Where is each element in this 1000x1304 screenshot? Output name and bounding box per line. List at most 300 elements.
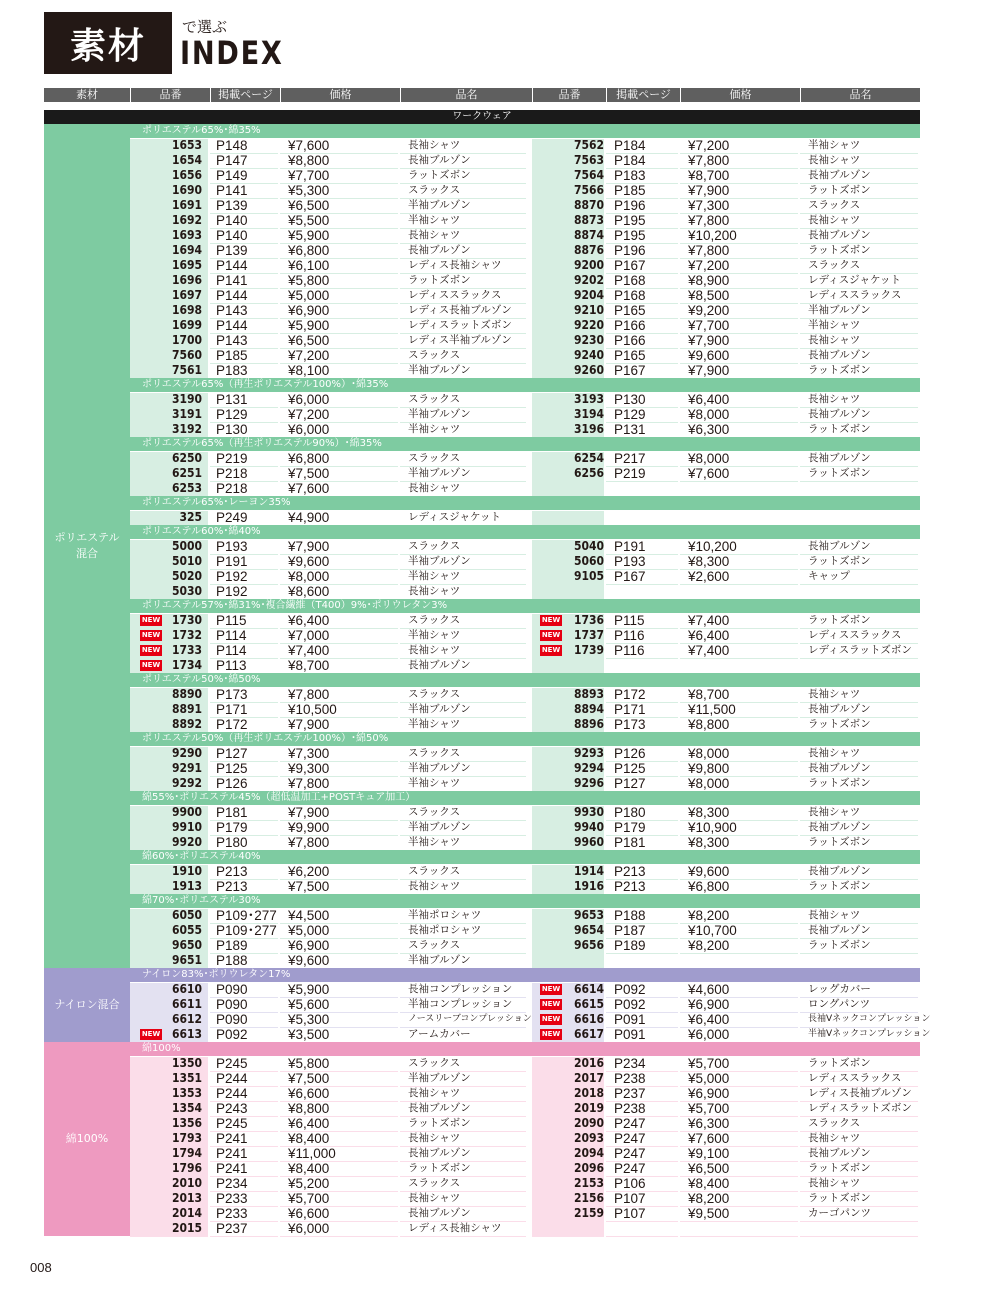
price: ¥5,600 bbox=[288, 997, 330, 1012]
product-number: 1354 bbox=[171, 1101, 202, 1115]
material-index-table bbox=[44, 88, 931, 1236]
product-number: 1910 bbox=[171, 864, 202, 878]
product-name: 半袖シャツ bbox=[808, 319, 861, 331]
catalog-page: P181 bbox=[614, 835, 646, 850]
product-name: 長袖シャツ bbox=[408, 482, 461, 494]
product-number: 1353 bbox=[171, 1086, 202, 1100]
new-badge: NEW bbox=[141, 1030, 161, 1038]
catalog-page: P181 bbox=[216, 805, 248, 820]
material-category-label: ナイロン混合 bbox=[44, 968, 130, 1042]
product-number: 6251 bbox=[171, 466, 202, 480]
product-number: 9240 bbox=[573, 348, 604, 362]
catalog-page: P130 bbox=[614, 392, 646, 407]
product-number: 6055 bbox=[171, 923, 202, 937]
product-name: 長袖シャツ bbox=[808, 154, 861, 166]
cell-background bbox=[606, 659, 678, 674]
product-name: ラットズボン bbox=[408, 1162, 471, 1174]
catalog-page: P171 bbox=[216, 702, 248, 717]
catalog-page: P185 bbox=[216, 348, 248, 363]
product-number: 2090 bbox=[573, 1116, 604, 1130]
product-number: 6617 bbox=[573, 1027, 604, 1041]
product-number: 1696 bbox=[171, 273, 202, 287]
price: ¥10,200 bbox=[688, 539, 737, 554]
table-row bbox=[130, 1027, 931, 1042]
product-number: 1700 bbox=[171, 333, 202, 347]
table-row bbox=[130, 1191, 920, 1206]
price: ¥6,100 bbox=[288, 258, 330, 273]
price: ¥5,700 bbox=[688, 1101, 730, 1116]
price: ¥9,600 bbox=[288, 554, 330, 569]
product-number: 6611 bbox=[171, 997, 202, 1011]
price: ¥7,400 bbox=[288, 643, 330, 658]
product-number: 3191 bbox=[171, 407, 202, 421]
cell-background bbox=[800, 482, 918, 497]
product-number: 1656 bbox=[171, 168, 202, 182]
price: ¥8,500 bbox=[688, 288, 730, 303]
product-name: 長袖ブルゾン bbox=[408, 244, 471, 256]
table-row bbox=[130, 273, 920, 288]
product-name: スラックス bbox=[408, 1177, 461, 1189]
price: ¥7,900 bbox=[688, 363, 730, 378]
product-name: スラックス bbox=[408, 184, 461, 196]
product-number: 6615 bbox=[573, 997, 604, 1011]
product-name: 長袖ブルゾン bbox=[408, 659, 471, 671]
product-number: 9210 bbox=[573, 303, 604, 317]
product-number: 9105 bbox=[573, 569, 604, 583]
column-header: 品番 bbox=[130, 88, 210, 102]
product-number: 8890 bbox=[171, 687, 202, 701]
product-name: ラットズボン bbox=[808, 555, 871, 567]
product-number: 1736 bbox=[573, 613, 604, 627]
catalog-page: P165 bbox=[614, 348, 646, 363]
table-row bbox=[130, 228, 920, 243]
product-name: スラックス bbox=[408, 540, 461, 552]
product-name: スラックス bbox=[408, 747, 461, 759]
price: ¥8,400 bbox=[288, 1131, 330, 1146]
product-number: 9220 bbox=[573, 318, 604, 332]
title-subtext: で選ぶ bbox=[182, 18, 228, 36]
price: ¥6,900 bbox=[688, 1086, 730, 1101]
cell-background bbox=[532, 511, 604, 526]
catalog-page: P140 bbox=[216, 213, 248, 228]
catalog-page: P192 bbox=[216, 584, 248, 599]
price: ¥6,500 bbox=[688, 1161, 730, 1176]
catalog-page: P180 bbox=[614, 805, 646, 820]
table-row bbox=[130, 303, 920, 318]
catalog-page: P141 bbox=[216, 273, 248, 288]
table-row bbox=[130, 510, 920, 525]
product-number: 2153 bbox=[573, 1176, 604, 1190]
column-header: 価格 bbox=[280, 88, 400, 102]
table-row bbox=[130, 363, 920, 378]
price: ¥6,800 bbox=[688, 879, 730, 894]
product-name: 長袖ブルゾン bbox=[808, 408, 871, 420]
product-number: 9920 bbox=[171, 835, 202, 849]
table-row bbox=[130, 702, 920, 717]
product-number: 9654 bbox=[573, 923, 604, 937]
product-name: 半袖ブルゾン bbox=[408, 364, 471, 376]
new-badge: NEW bbox=[541, 616, 561, 624]
product-number: 2016 bbox=[573, 1056, 604, 1070]
catalog-page: P173 bbox=[614, 717, 646, 732]
product-name: レディスラットズボン bbox=[808, 644, 912, 656]
product-name: ラットズボン bbox=[808, 939, 871, 951]
product-name: 長袖シャツ bbox=[408, 229, 461, 241]
product-name: 半袖シャツ bbox=[408, 570, 461, 582]
product-name: 長袖シャツ bbox=[808, 747, 861, 759]
product-name: ラットズボン bbox=[808, 777, 871, 789]
price: ¥7,900 bbox=[288, 539, 330, 554]
product-name: 半袖ブルゾン bbox=[808, 304, 871, 316]
price: ¥9,800 bbox=[688, 761, 730, 776]
price: ¥9,300 bbox=[288, 761, 330, 776]
catalog-page: P185 bbox=[614, 183, 646, 198]
catalog-page: P172 bbox=[216, 717, 248, 732]
catalog-page: P193 bbox=[216, 539, 248, 554]
price: ¥7,300 bbox=[688, 198, 730, 213]
price: ¥3,500 bbox=[288, 1027, 330, 1042]
table-row bbox=[130, 584, 920, 599]
price: ¥6,900 bbox=[288, 938, 330, 953]
catalog-page: P192 bbox=[216, 569, 248, 584]
material-subheader: 綿70%･ポリエステル30% bbox=[130, 894, 920, 908]
product-number: 2096 bbox=[573, 1161, 604, 1175]
product-number: 3193 bbox=[573, 392, 604, 406]
catalog-page: P238 bbox=[614, 1071, 646, 1086]
product-name: ラットズボン bbox=[808, 880, 871, 892]
catalog-page: P218 bbox=[216, 481, 248, 496]
price: ¥8,800 bbox=[288, 1101, 330, 1116]
price: ¥7,200 bbox=[688, 258, 730, 273]
material-subheader: 綿100% bbox=[130, 1042, 920, 1056]
catalog-page: P218 bbox=[216, 466, 248, 481]
product-name: 半袖ブルゾン bbox=[408, 1072, 471, 1084]
price: ¥7,400 bbox=[688, 643, 730, 658]
product-name: ラットズボン bbox=[808, 614, 871, 626]
catalog-page: P179 bbox=[614, 820, 646, 835]
catalog-page: P238 bbox=[614, 1101, 646, 1116]
catalog-page: P167 bbox=[614, 363, 646, 378]
price: ¥7,900 bbox=[288, 717, 330, 732]
price: ¥6,300 bbox=[688, 1116, 730, 1131]
product-number: 6050 bbox=[171, 908, 202, 922]
product-name: 長袖ブルゾン bbox=[808, 1147, 871, 1159]
catalog-page: P213 bbox=[216, 879, 248, 894]
price: ¥9,100 bbox=[688, 1146, 730, 1161]
product-number: 2015 bbox=[171, 1221, 202, 1235]
product-name: 長袖シャツ bbox=[408, 1192, 461, 1204]
product-number: 9651 bbox=[171, 953, 202, 967]
price: ¥6,000 bbox=[688, 1027, 730, 1042]
product-number: 9930 bbox=[573, 805, 604, 819]
catalog-page: P143 bbox=[216, 303, 248, 318]
catalog-page: P245 bbox=[216, 1116, 248, 1131]
product-number: 6612 bbox=[171, 1012, 202, 1026]
table-header bbox=[44, 88, 920, 102]
price: ¥8,600 bbox=[288, 584, 330, 599]
table-row bbox=[130, 658, 920, 673]
table-row bbox=[130, 835, 920, 850]
price: ¥6,400 bbox=[688, 1012, 730, 1027]
product-name: レディススラックス bbox=[808, 1072, 902, 1084]
product-number: 1730 bbox=[171, 613, 202, 627]
price: ¥7,600 bbox=[688, 1131, 730, 1146]
table-row bbox=[130, 407, 920, 422]
catalog-page: P184 bbox=[614, 153, 646, 168]
product-number: 1693 bbox=[171, 228, 202, 242]
table-row bbox=[130, 1071, 920, 1086]
table-row bbox=[130, 1012, 931, 1027]
price: ¥7,700 bbox=[288, 168, 330, 183]
table-row bbox=[130, 198, 920, 213]
price: ¥9,600 bbox=[688, 348, 730, 363]
table-row bbox=[130, 864, 920, 879]
price: ¥7,900 bbox=[288, 805, 330, 820]
material-subheader: 綿55%･ポリエステル45%（超低温加工+POSTキュア加工） bbox=[130, 791, 920, 805]
product-name: 半袖Vネックコンプレッション bbox=[808, 1029, 931, 1039]
price: ¥7,500 bbox=[288, 879, 330, 894]
table-row bbox=[130, 318, 920, 333]
table-row bbox=[130, 953, 920, 968]
product-number: 6614 bbox=[573, 982, 604, 996]
product-number: 2010 bbox=[171, 1176, 202, 1190]
product-number: 9200 bbox=[573, 258, 604, 272]
cell-background bbox=[800, 954, 918, 969]
table-row bbox=[130, 908, 920, 923]
product-name: 長袖シャツ bbox=[408, 880, 461, 892]
price: ¥7,800 bbox=[688, 213, 730, 228]
product-name: レッグカバー bbox=[808, 983, 871, 995]
cell-background bbox=[606, 1222, 678, 1237]
price: ¥8,800 bbox=[288, 153, 330, 168]
catalog-page: P114 bbox=[216, 643, 247, 658]
catalog-page: P090 bbox=[216, 982, 248, 997]
product-number: 7560 bbox=[171, 348, 202, 362]
product-number: 1653 bbox=[171, 138, 202, 152]
catalog-page: P113 bbox=[216, 658, 247, 673]
catalog-page: P244 bbox=[216, 1086, 248, 1101]
price: ¥5,900 bbox=[288, 982, 330, 997]
catalog-page: P166 bbox=[614, 333, 646, 348]
product-name: ラットズボン bbox=[808, 718, 871, 730]
product-name: レディススラックス bbox=[808, 289, 902, 301]
product-number: 1654 bbox=[171, 153, 202, 167]
price: ¥6,900 bbox=[688, 997, 730, 1012]
product-number: 2017 bbox=[573, 1071, 604, 1085]
price: ¥6,800 bbox=[288, 243, 330, 258]
product-name: 半袖ブルゾン bbox=[408, 703, 471, 715]
table-row bbox=[130, 422, 920, 437]
product-number: 1351 bbox=[171, 1071, 202, 1085]
new-badge: NEW bbox=[541, 1030, 561, 1038]
product-name: 長袖シャツ bbox=[408, 1087, 461, 1099]
product-name: 長袖ブルゾン bbox=[808, 169, 871, 181]
price: ¥7,800 bbox=[288, 776, 330, 791]
product-name: レディス半袖ブルゾン bbox=[408, 334, 512, 346]
catalog-page: P125 bbox=[216, 761, 248, 776]
material-category-label: 綿100% bbox=[44, 1042, 130, 1236]
product-name: 長袖ブルゾン bbox=[408, 1147, 471, 1159]
price: ¥8,300 bbox=[688, 554, 730, 569]
table-row bbox=[130, 213, 920, 228]
product-number: 1737 bbox=[573, 628, 604, 642]
product-name: スラックス bbox=[408, 393, 461, 405]
catalog-page: P237 bbox=[216, 1221, 248, 1236]
catalog-page: P129 bbox=[216, 407, 248, 422]
price: ¥7,500 bbox=[288, 1071, 330, 1086]
product-name: 長袖シャツ bbox=[808, 1132, 861, 1144]
product-name: レディスジャケット bbox=[808, 274, 901, 286]
table-row bbox=[130, 481, 920, 496]
product-number: 1697 bbox=[171, 288, 202, 302]
product-number: 6256 bbox=[573, 466, 604, 480]
product-number: 8873 bbox=[573, 213, 604, 227]
catalog-page: P247 bbox=[614, 1131, 646, 1146]
catalog-page: P191 bbox=[216, 554, 248, 569]
catalog-page: P129 bbox=[614, 407, 646, 422]
price: ¥6,600 bbox=[288, 1206, 330, 1221]
product-name: スラックス bbox=[408, 806, 461, 818]
table-row bbox=[130, 168, 920, 183]
material-subheader: ポリエステル50%（再生ポリエステル100%）･綿50% bbox=[130, 732, 920, 746]
product-name: ロングパンツ bbox=[808, 998, 871, 1010]
price: ¥7,900 bbox=[688, 333, 730, 348]
product-number: 9900 bbox=[171, 805, 202, 819]
table-row bbox=[130, 258, 920, 273]
product-name: ラットズボン bbox=[808, 1162, 871, 1174]
price: ¥8,000 bbox=[688, 776, 730, 791]
price: ¥7,800 bbox=[288, 835, 330, 850]
price: ¥8,400 bbox=[288, 1161, 330, 1176]
catalog-page: P114 bbox=[216, 628, 247, 643]
product-name: 半袖シャツ bbox=[408, 836, 461, 848]
table-row bbox=[130, 613, 920, 628]
price: ¥4,600 bbox=[688, 982, 730, 997]
catalog-page: P241 bbox=[216, 1131, 248, 1146]
page-title: 素材 bbox=[69, 26, 146, 67]
price: ¥7,300 bbox=[288, 746, 330, 761]
product-number: 6250 bbox=[171, 451, 202, 465]
product-name: スラックス bbox=[808, 199, 861, 211]
catalog-page: P189 bbox=[216, 938, 248, 953]
catalog-page: P195 bbox=[614, 228, 646, 243]
product-number: 2094 bbox=[573, 1146, 604, 1160]
price: ¥5,500 bbox=[288, 213, 330, 228]
catalog-page: P141 bbox=[216, 183, 248, 198]
product-name: スラックス bbox=[408, 1057, 461, 1069]
price: ¥7,200 bbox=[688, 138, 730, 153]
catalog-page: P131 bbox=[216, 392, 248, 407]
table-row bbox=[130, 392, 920, 407]
product-name: 長袖ブルゾン bbox=[808, 762, 871, 774]
catalog-page: P167 bbox=[614, 569, 646, 584]
catalog-page: P193 bbox=[614, 554, 646, 569]
catalog-page: P173 bbox=[216, 687, 248, 702]
new-badge: NEW bbox=[141, 616, 161, 624]
material-subheader: ポリエステル65%（再生ポリエステル90%）･綿35% bbox=[130, 437, 920, 451]
price: ¥7,000 bbox=[288, 628, 330, 643]
catalog-page: P090 bbox=[216, 997, 248, 1012]
catalog-page: P147 bbox=[216, 153, 248, 168]
price: ¥6,500 bbox=[288, 198, 330, 213]
product-name: ラットズボン bbox=[808, 467, 871, 479]
product-name: 長袖シャツ bbox=[408, 644, 461, 656]
cell-background bbox=[680, 954, 798, 969]
new-badge: NEW bbox=[541, 646, 561, 654]
product-number: 8894 bbox=[573, 702, 604, 716]
product-name: 半袖ブルゾン bbox=[408, 467, 471, 479]
product-number: 9910 bbox=[171, 820, 202, 834]
product-name: 長袖シャツ bbox=[808, 214, 861, 226]
catalog-page: P127 bbox=[216, 746, 248, 761]
product-number: 2019 bbox=[573, 1101, 604, 1115]
product-number: 9292 bbox=[171, 776, 202, 790]
product-name: 半袖シャツ bbox=[408, 718, 461, 730]
product-number: 8892 bbox=[171, 717, 202, 731]
product-number: 1695 bbox=[171, 258, 202, 272]
material-subheader: ナイロン83%･ポリウレタン17% bbox=[130, 968, 920, 982]
price: ¥8,000 bbox=[688, 451, 730, 466]
price: ¥7,400 bbox=[688, 613, 730, 628]
product-number: 8870 bbox=[573, 198, 604, 212]
product-number: 2013 bbox=[171, 1191, 202, 1205]
price: ¥5,800 bbox=[288, 1056, 330, 1071]
price: ¥5,300 bbox=[288, 183, 330, 198]
catalog-page: P107 bbox=[614, 1191, 646, 1206]
product-number: 6616 bbox=[573, 1012, 604, 1026]
catalog-page: P130 bbox=[216, 422, 248, 437]
catalog-page: P106 bbox=[614, 1176, 646, 1191]
cell-background bbox=[680, 659, 798, 674]
new-badge: NEW bbox=[141, 661, 161, 669]
table-row bbox=[130, 1131, 920, 1146]
product-number: 2093 bbox=[573, 1131, 604, 1145]
title-index: INDEX bbox=[180, 34, 284, 72]
catalog-page: P144 bbox=[216, 318, 248, 333]
product-name: 長袖シャツ bbox=[808, 806, 861, 818]
product-name: スラックス bbox=[408, 614, 461, 626]
cell-background bbox=[680, 1222, 798, 1237]
catalog-page: P213 bbox=[614, 864, 646, 879]
catalog-page: P233 bbox=[216, 1206, 248, 1221]
catalog-page: P148 bbox=[216, 138, 248, 153]
product-name: スラックス bbox=[408, 688, 461, 700]
catalog-page: P243 bbox=[216, 1101, 248, 1116]
catalog-page: P139 bbox=[216, 243, 248, 258]
product-name: レディス長袖シャツ bbox=[408, 259, 502, 271]
price: ¥8,700 bbox=[288, 658, 330, 673]
price: ¥6,400 bbox=[288, 613, 330, 628]
catalog-page: P196 bbox=[614, 198, 646, 213]
cell-background bbox=[606, 954, 678, 969]
price: ¥5,300 bbox=[288, 1012, 330, 1027]
product-name: 長袖シャツ bbox=[408, 1132, 461, 1144]
table-row bbox=[130, 997, 920, 1012]
catalog-page: P171 bbox=[614, 702, 646, 717]
product-number: 9656 bbox=[573, 938, 604, 952]
product-number: 3194 bbox=[573, 407, 604, 421]
cell-background bbox=[800, 1222, 918, 1237]
price: ¥8,000 bbox=[288, 569, 330, 584]
table-row bbox=[130, 938, 920, 953]
price: ¥7,200 bbox=[288, 348, 330, 363]
product-name: レディスラットズボン bbox=[408, 319, 512, 331]
product-number: 1694 bbox=[171, 243, 202, 257]
price: ¥8,200 bbox=[688, 938, 730, 953]
price: ¥5,000 bbox=[288, 923, 330, 938]
cell-background bbox=[680, 585, 798, 600]
product-name: 長袖ブルゾン bbox=[808, 229, 871, 241]
